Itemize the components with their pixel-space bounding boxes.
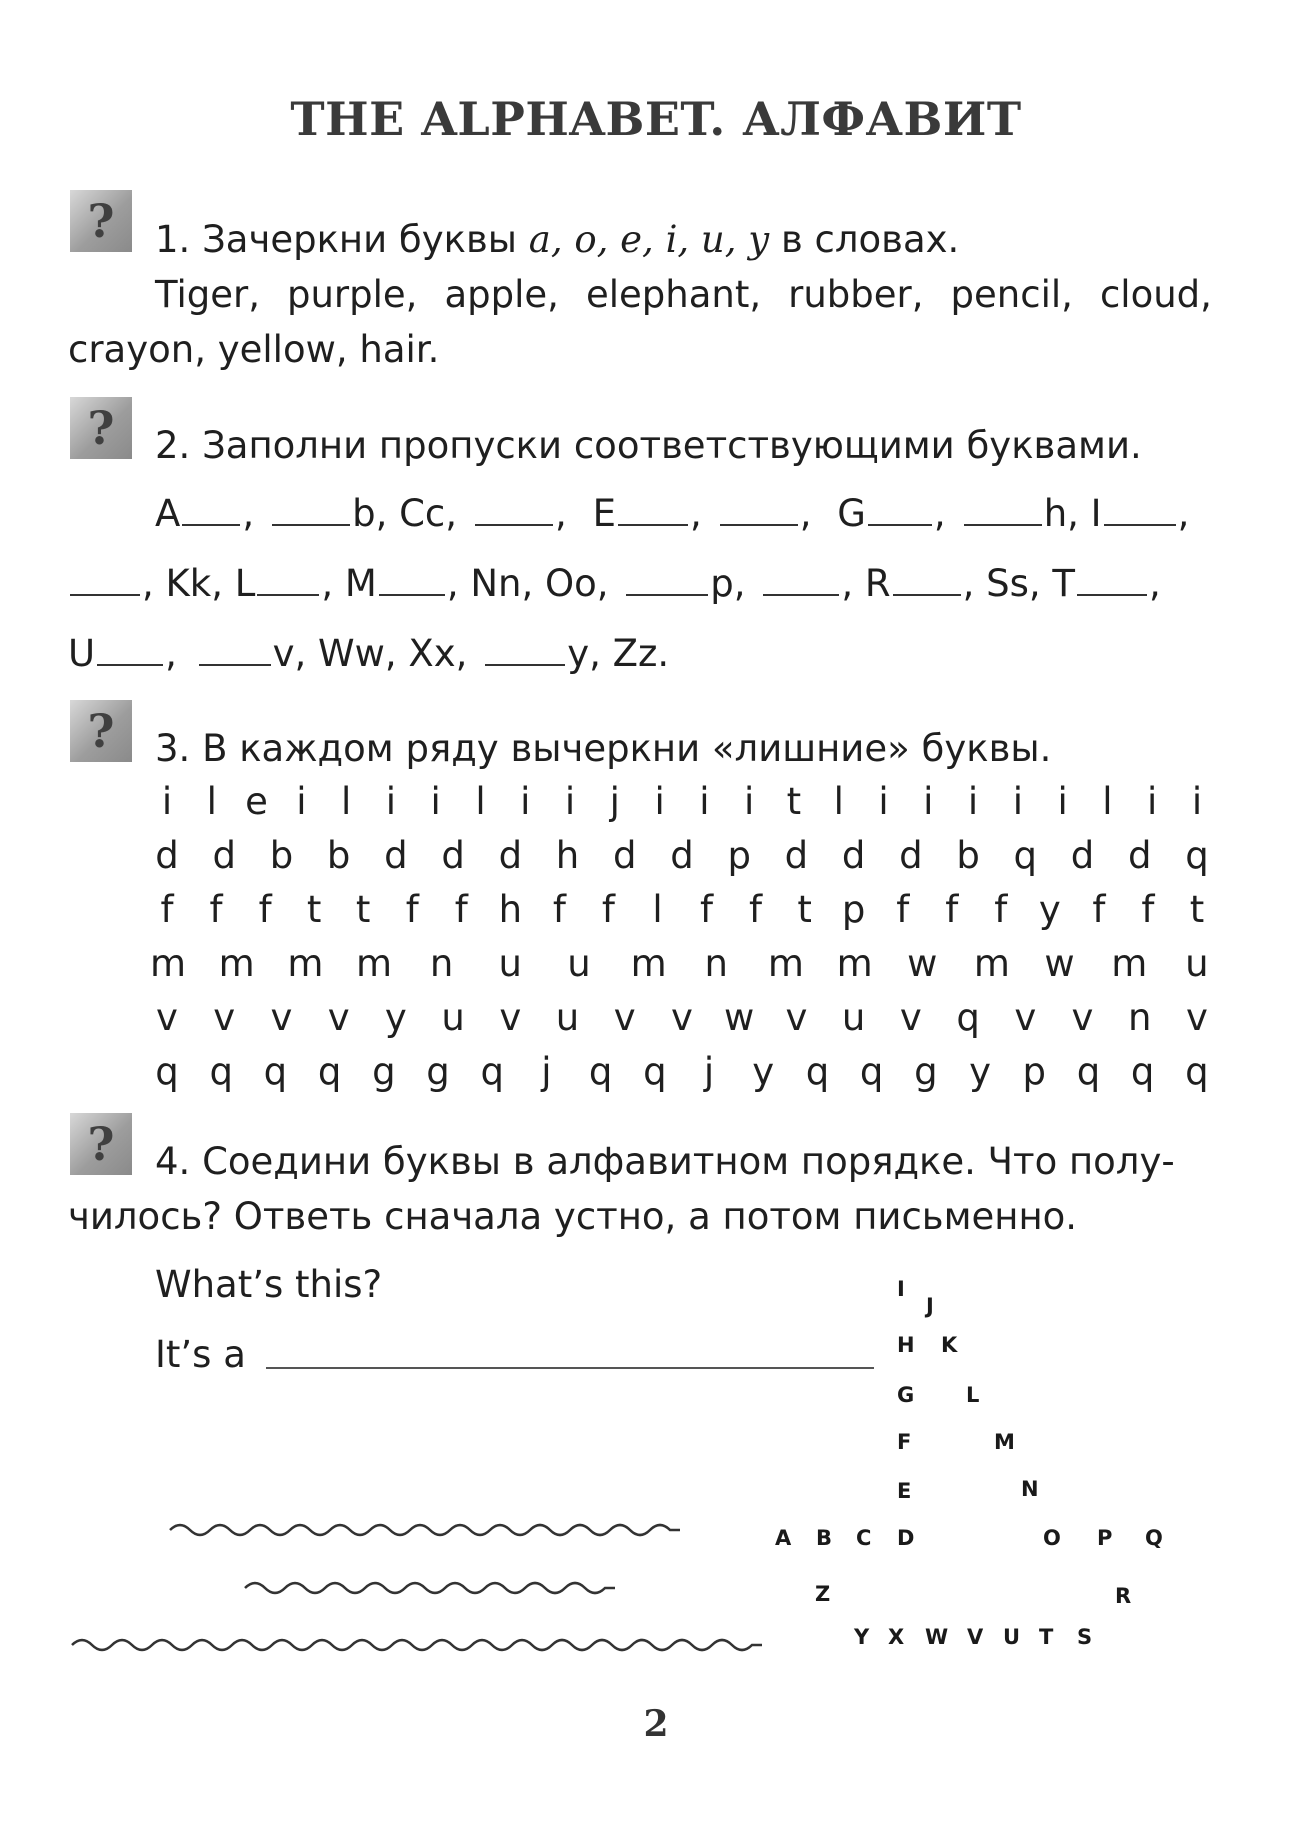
letter-cell[interactable]: v bbox=[1185, 996, 1208, 1039]
letter-cell[interactable]: d bbox=[613, 834, 637, 877]
fill-text: , bbox=[242, 492, 255, 535]
letter-cell[interactable]: q bbox=[956, 996, 980, 1039]
letter-cell[interactable]: n bbox=[704, 942, 728, 985]
fill-text: v, Ww, Xx, bbox=[272, 632, 468, 675]
dot-letter-V[interactable]: V bbox=[967, 1625, 984, 1649]
word[interactable]: elephant, bbox=[585, 273, 762, 316]
letter-cell[interactable]: v bbox=[270, 996, 293, 1039]
dot-letter-I[interactable]: I bbox=[897, 1277, 905, 1301]
dot-letter-T[interactable]: T bbox=[1039, 1625, 1054, 1649]
fill-text: p, bbox=[710, 562, 746, 605]
letter-cell[interactable]: v bbox=[899, 996, 922, 1039]
letter-cell[interactable]: d bbox=[1070, 834, 1095, 877]
letter-cell[interactable]: q bbox=[1076, 1050, 1101, 1093]
letter-cell[interactable]: e bbox=[245, 780, 268, 823]
dot-letter-J[interactable]: J bbox=[926, 1294, 934, 1318]
letter-cell[interactable]: y bbox=[1038, 888, 1061, 931]
dot-letter-M[interactable]: M bbox=[994, 1430, 1015, 1454]
letter-cell[interactable]: j bbox=[541, 1050, 552, 1093]
dot-letter-Z[interactable]: Z bbox=[815, 1582, 831, 1606]
dot-letter-L[interactable]: L bbox=[966, 1383, 980, 1407]
letter-cell[interactable]: f bbox=[896, 888, 910, 931]
letter-cell[interactable]: f bbox=[1141, 888, 1155, 931]
letter-cell[interactable]: d bbox=[1127, 834, 1152, 877]
wavy-line bbox=[72, 1640, 762, 1650]
task1-words-line2[interactable]: crayon, yellow, hair. bbox=[68, 328, 440, 371]
wavy-line bbox=[170, 1525, 680, 1535]
letter-cell[interactable]: d bbox=[784, 834, 809, 877]
letter-cell[interactable]: d bbox=[899, 834, 923, 877]
letter-cell[interactable]: m bbox=[218, 942, 255, 985]
fill-text: , bbox=[799, 492, 812, 535]
letter-cell[interactable]: f bbox=[700, 888, 714, 931]
fill-text: R bbox=[864, 562, 891, 605]
letter-cell[interactable]: d bbox=[498, 834, 523, 877]
letter-cell[interactable]: i bbox=[878, 780, 889, 823]
letter-cell[interactable]: t bbox=[786, 780, 802, 823]
task1-lead: 1. Зачеркни буквы bbox=[155, 218, 517, 261]
letter-cell[interactable]: m bbox=[150, 942, 187, 985]
letter-cell[interactable]: m bbox=[1111, 942, 1148, 985]
letter-cell[interactable]: i bbox=[1057, 780, 1068, 823]
letter-cell[interactable]: q bbox=[588, 1050, 613, 1093]
letter-cell[interactable]: f bbox=[160, 888, 174, 931]
dot-letter-Y[interactable]: Y bbox=[854, 1625, 870, 1649]
letter-cell[interactable]: q bbox=[209, 1050, 233, 1093]
letter-cell[interactable]: d bbox=[670, 834, 694, 877]
letter-cell[interactable]: m bbox=[767, 942, 804, 985]
letter-cell[interactable]: p bbox=[727, 834, 751, 877]
letter-cell[interactable]: t bbox=[1189, 888, 1205, 931]
fill-text: , bbox=[1177, 492, 1190, 535]
question-icon: ? bbox=[70, 397, 132, 459]
letter-cell[interactable]: i bbox=[1191, 780, 1203, 823]
task4-text-1: 4. Соедини буквы в алфавитном порядке. Что полу- bbox=[155, 1140, 1175, 1183]
fill-text: U bbox=[68, 632, 96, 675]
dot-letter-K[interactable]: K bbox=[941, 1333, 958, 1357]
dot-letter-W[interactable]: W bbox=[925, 1625, 949, 1649]
letter-cell[interactable]: u bbox=[441, 996, 465, 1039]
letter-cell[interactable]: q bbox=[263, 1050, 288, 1093]
task1-letters: a, o, e, i, u, y bbox=[528, 218, 770, 261]
letter-cell[interactable]: q bbox=[1185, 834, 1209, 877]
letter-cell[interactable]: q bbox=[155, 1050, 179, 1093]
letter-cell[interactable]: y bbox=[752, 1050, 775, 1093]
letter-cell[interactable]: u bbox=[841, 996, 866, 1039]
letter-cell[interactable]: n bbox=[1127, 996, 1152, 1039]
letter-cell[interactable]: q bbox=[1185, 1050, 1209, 1093]
letter-cell[interactable]: q bbox=[643, 1050, 667, 1093]
dot-letter-P[interactable]: P bbox=[1097, 1526, 1113, 1550]
word[interactable]: rubber, bbox=[788, 273, 924, 316]
letter-cell[interactable]: w bbox=[1044, 942, 1075, 985]
letter-cell[interactable]: h bbox=[498, 888, 523, 931]
letter-cell[interactable]: u bbox=[498, 942, 522, 985]
letter-cell[interactable]: d bbox=[212, 834, 236, 877]
letter-cell[interactable]: i bbox=[520, 780, 531, 823]
letter-cell[interactable]: f bbox=[994, 888, 1008, 931]
letter-cell[interactable]: b bbox=[956, 834, 980, 877]
letter-cell[interactable]: v bbox=[156, 996, 178, 1039]
question-icon: ? bbox=[70, 1113, 132, 1175]
word[interactable]: cloud, bbox=[1099, 273, 1212, 316]
letter-cell[interactable]: f bbox=[552, 888, 566, 931]
letter-cell[interactable]: w bbox=[907, 942, 938, 985]
letter-cell[interactable]: f bbox=[749, 888, 763, 931]
letter-cell[interactable]: p bbox=[1022, 1050, 1046, 1093]
fill-text: A bbox=[155, 492, 181, 535]
fill-text: , bbox=[321, 562, 334, 605]
letter-cell[interactable]: q bbox=[859, 1050, 884, 1093]
dot-letter-G[interactable]: G bbox=[897, 1383, 915, 1407]
letter-cell[interactable]: v bbox=[1014, 996, 1037, 1039]
letter-cell[interactable]: i bbox=[699, 780, 710, 823]
fill-text: Ss, T bbox=[986, 562, 1075, 605]
letter-cell[interactable]: v bbox=[613, 996, 636, 1039]
letter-cell[interactable]: v bbox=[499, 996, 522, 1039]
letter-cell[interactable]: i bbox=[296, 780, 307, 823]
letter-cell[interactable]: f bbox=[601, 888, 615, 931]
fill-text: , bbox=[933, 492, 946, 535]
letter-cell[interactable]: b bbox=[326, 834, 351, 877]
letter-cell[interactable]: q bbox=[317, 1050, 342, 1093]
fill-text: h, I bbox=[1043, 492, 1102, 535]
letter-cell[interactable]: i bbox=[744, 780, 755, 823]
letter-cell[interactable]: d bbox=[841, 834, 866, 877]
fill-text: G bbox=[837, 492, 866, 535]
task4-question: What’s this? bbox=[155, 1263, 383, 1306]
letter-cell[interactable]: g bbox=[914, 1050, 938, 1093]
letter-cell[interactable]: y bbox=[384, 996, 407, 1039]
fill-text: , bbox=[446, 562, 459, 605]
fill-text: , bbox=[165, 632, 177, 675]
dot-letter-Q[interactable]: Q bbox=[1145, 1526, 1163, 1550]
letter-cell[interactable]: v bbox=[1071, 996, 1094, 1039]
letter-cell[interactable]: v bbox=[671, 996, 693, 1039]
letter-cell[interactable]: l bbox=[1102, 780, 1113, 823]
letter-cell[interactable]: t bbox=[355, 888, 371, 931]
fill-text: b, Cc, bbox=[352, 492, 458, 535]
letter-cell[interactable]: f bbox=[945, 888, 959, 931]
letter-cell[interactable]: d bbox=[384, 834, 408, 877]
letter-cell[interactable]: f bbox=[258, 888, 272, 931]
fill-text: y, Zz. bbox=[567, 632, 670, 675]
word[interactable]: purple, bbox=[287, 273, 418, 316]
letter-cell[interactable]: j bbox=[609, 780, 620, 823]
dot-letter-A[interactable]: A bbox=[775, 1526, 792, 1550]
letter-cell[interactable]: i bbox=[385, 780, 397, 823]
letter-cell[interactable]: q bbox=[805, 1050, 830, 1093]
fill-text: E bbox=[592, 492, 616, 535]
word[interactable]: Tiger, bbox=[155, 273, 260, 316]
question-icon: ? bbox=[70, 700, 132, 762]
letter-cell[interactable]: t bbox=[797, 888, 812, 931]
letter-cell[interactable]: q bbox=[1013, 834, 1038, 877]
letter-cell[interactable]: l bbox=[652, 888, 663, 931]
dot-letter-O[interactable]: O bbox=[1043, 1526, 1061, 1550]
task2-instruction: 2. Заполни пропуски соответствующими буквами. bbox=[155, 424, 1142, 467]
letter-cell[interactable]: b bbox=[269, 834, 294, 877]
letter-cell[interactable]: d bbox=[441, 834, 465, 877]
page-title: THE ALPHABET. АЛФАВИТ bbox=[290, 92, 1022, 146]
task3-instruction: 3. В каждом ряду вычеркни «лишние» буквы. bbox=[155, 727, 1052, 770]
letter-cell[interactable]: m bbox=[355, 942, 393, 985]
letter-cell[interactable]: h bbox=[555, 834, 580, 877]
letter-cell[interactable]: m bbox=[836, 942, 873, 985]
dot-letter-R[interactable]: R bbox=[1115, 1584, 1132, 1608]
letter-cell[interactable]: i bbox=[161, 780, 173, 823]
letter-cell[interactable]: i bbox=[430, 780, 441, 823]
letter-cell[interactable]: t bbox=[306, 888, 322, 931]
letter-cell[interactable]: p bbox=[841, 888, 866, 931]
letter-cell[interactable]: m bbox=[630, 942, 667, 985]
wavy-line bbox=[245, 1583, 615, 1593]
word[interactable]: pencil, bbox=[950, 273, 1073, 316]
letter-cell[interactable]: g bbox=[426, 1050, 450, 1093]
letter-cell[interactable]: v bbox=[213, 996, 236, 1039]
letter-cell[interactable]: u bbox=[567, 942, 591, 985]
task1-tail: в словах. bbox=[780, 218, 960, 261]
dot-letter-X[interactable]: X bbox=[888, 1625, 905, 1649]
dot-letter-U[interactable]: U bbox=[1003, 1625, 1021, 1649]
dot-letter-F[interactable]: F bbox=[897, 1430, 912, 1454]
question-icon: ? bbox=[70, 190, 132, 252]
fill-text: , bbox=[142, 562, 154, 605]
letter-cell[interactable]: l bbox=[340, 780, 352, 823]
dot-letter-D[interactable]: D bbox=[897, 1526, 915, 1550]
letter-cell[interactable]: i bbox=[1012, 780, 1023, 823]
word[interactable]: apple, bbox=[444, 273, 559, 316]
task4-answer-prefix: It’s a bbox=[155, 1333, 246, 1376]
letter-cell[interactable]: d bbox=[155, 834, 179, 877]
letter-cell[interactable]: m bbox=[287, 942, 324, 985]
fill-text: , bbox=[1148, 562, 1161, 605]
fill-text: , bbox=[689, 492, 702, 535]
letter-cell[interactable]: v bbox=[327, 996, 350, 1039]
dot-letter-E[interactable]: E bbox=[897, 1479, 912, 1503]
letter-cell[interactable]: w bbox=[724, 996, 755, 1039]
letter-cell[interactable]: q bbox=[1130, 1050, 1155, 1093]
letter-cell[interactable]: l bbox=[475, 780, 486, 823]
letter-cell[interactable]: v bbox=[785, 996, 808, 1039]
fill-text: , bbox=[841, 562, 854, 605]
letter-cell[interactable]: f bbox=[405, 888, 419, 931]
dot-letter-C[interactable]: C bbox=[856, 1526, 872, 1550]
letter-cell[interactable]: i bbox=[654, 780, 665, 823]
letter-cell[interactable]: u bbox=[1185, 942, 1209, 985]
task4-instruction-line2: чилось? Ответь сначала устно, а потом письменно. bbox=[68, 1195, 1078, 1238]
letter-cell[interactable]: i bbox=[564, 780, 576, 823]
fill-text: , bbox=[555, 492, 567, 535]
fill-text: Kk, L bbox=[165, 562, 256, 605]
letter-cell[interactable]: f bbox=[209, 888, 223, 931]
page-number: 2 bbox=[643, 1703, 669, 1745]
letter-cell[interactable]: q bbox=[480, 1050, 504, 1093]
letter-cell[interactable]: f bbox=[1092, 888, 1106, 931]
letter-cell[interactable]: y bbox=[969, 1050, 991, 1093]
letter-cell[interactable]: j bbox=[703, 1050, 715, 1093]
letter-cell[interactable]: i bbox=[1147, 780, 1158, 823]
letter-cell[interactable]: g bbox=[372, 1050, 396, 1093]
dot-letter-N[interactable]: N bbox=[1021, 1477, 1039, 1501]
letter-cell[interactable]: l bbox=[206, 780, 217, 823]
dot-letter-S[interactable]: S bbox=[1077, 1625, 1093, 1649]
letter-cell[interactable]: i bbox=[923, 780, 934, 823]
letter-cell[interactable]: f bbox=[454, 888, 468, 931]
letter-cell[interactable]: l bbox=[833, 780, 844, 823]
fill-text: Nn, Oo, bbox=[470, 562, 609, 605]
letter-cell[interactable]: n bbox=[429, 942, 454, 985]
letter-cell[interactable]: m bbox=[973, 942, 1010, 985]
letter-cell[interactable]: u bbox=[555, 996, 580, 1039]
letter-cell[interactable]: i bbox=[967, 780, 979, 823]
fill-text: , bbox=[962, 562, 975, 605]
fill-text: M bbox=[344, 562, 377, 605]
dot-letter-H[interactable]: H bbox=[897, 1333, 915, 1357]
dot-letter-B[interactable]: B bbox=[816, 1526, 833, 1550]
